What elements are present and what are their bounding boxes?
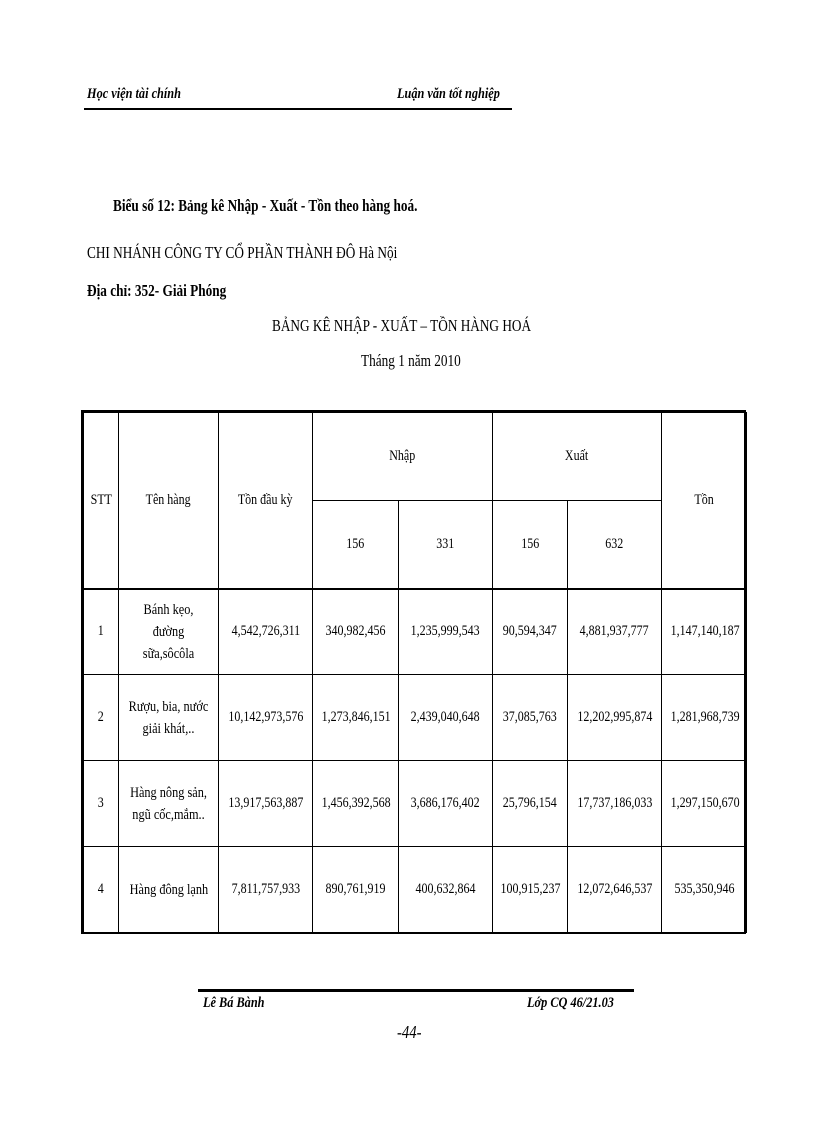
cell-name: Hàng đông lạnh bbox=[119, 847, 219, 933]
header-export-632: 632 bbox=[568, 501, 662, 589]
cell-closing: 1,297,150,670 bbox=[662, 761, 747, 847]
document-title: BẢNG KÊ NHẬP - XUẤT – TỒN HÀNG HOÁ bbox=[272, 316, 532, 335]
cell-opening: 4,542,726,311 bbox=[219, 589, 313, 675]
header-export-156: 156 bbox=[493, 501, 568, 589]
table-row bbox=[84, 675, 747, 761]
cell-import-331: 3,686,176,402 bbox=[399, 761, 493, 847]
cell-name: Rượu, bia, nước giải khát,.. bbox=[119, 675, 219, 761]
page-number: -44- bbox=[397, 1022, 422, 1042]
cell-opening: 7,811,757,933 bbox=[219, 847, 313, 933]
header-thesis-label: Luận văn tốt nghiệp bbox=[397, 86, 500, 102]
cell-stt: 2 bbox=[84, 675, 119, 761]
table-row bbox=[84, 761, 747, 847]
cell-stt: 3 bbox=[84, 761, 119, 847]
table-row bbox=[84, 847, 747, 933]
cell-export-156: 25,796,154 bbox=[493, 761, 568, 847]
cell-export-156: 100,915,237 bbox=[493, 847, 568, 933]
table-caption: Biểu số 12: Bảng kê Nhập - Xuất - Tồn theo hàng hoá. bbox=[113, 196, 418, 215]
footer-author: Lê Bá Bành bbox=[203, 995, 265, 1011]
header-closing: Tồn bbox=[662, 413, 747, 589]
cell-export-156: 90,594,347 bbox=[493, 589, 568, 675]
cell-opening: 10,142,973,576 bbox=[219, 675, 313, 761]
header-opening: Tồn đầu kỳ bbox=[219, 413, 313, 589]
inventory-table bbox=[81, 410, 746, 934]
header-name: Tên hàng bbox=[119, 413, 219, 589]
cell-export-156: 37,085,763 bbox=[493, 675, 568, 761]
cell-export-632: 12,202,995,874 bbox=[568, 675, 662, 761]
cell-import-156: 340,982,456 bbox=[313, 589, 399, 675]
company-address: Địa chỉ: 352- Giải Phóng bbox=[87, 281, 227, 300]
company-name: CHI NHÁNH CÔNG TY CỔ PHẦN THÀNH ĐÔ Hà Nội bbox=[87, 243, 398, 262]
cell-import-331: 1,235,999,543 bbox=[399, 589, 493, 675]
cell-import-156: 1,456,392,568 bbox=[313, 761, 399, 847]
cell-export-632: 4,881,937,777 bbox=[568, 589, 662, 675]
cell-import-331: 400,632,864 bbox=[399, 847, 493, 933]
cell-name: Bánh kẹo, đường sữa,sôcôla bbox=[119, 589, 219, 675]
header-import-156: 156 bbox=[313, 501, 399, 589]
footer-class: Lớp CQ 46/21.03 bbox=[527, 995, 614, 1011]
header-divider bbox=[84, 108, 512, 110]
header-export: Xuất bbox=[493, 413, 662, 501]
cell-name: Hàng nông sản, ngũ cốc,mắm.. bbox=[119, 761, 219, 847]
cell-import-156: 1,273,846,151 bbox=[313, 675, 399, 761]
cell-closing: 535,350,946 bbox=[662, 847, 747, 933]
cell-stt: 4 bbox=[84, 847, 119, 933]
cell-import-331: 2,439,040,648 bbox=[399, 675, 493, 761]
cell-stt: 1 bbox=[84, 589, 119, 675]
footer-divider bbox=[198, 989, 634, 992]
cell-export-632: 12,072,646,537 bbox=[568, 847, 662, 933]
header-stt: STT bbox=[84, 413, 119, 589]
header-import: Nhập bbox=[313, 413, 493, 501]
header-institution: Học viện tài chính bbox=[87, 86, 181, 102]
table-row bbox=[84, 589, 747, 675]
cell-closing: 1,281,968,739 bbox=[662, 675, 747, 761]
cell-export-632: 17,737,186,033 bbox=[568, 761, 662, 847]
cell-import-156: 890,761,919 bbox=[313, 847, 399, 933]
document-period: Tháng 1 năm 2010 bbox=[361, 351, 461, 370]
cell-opening: 13,917,563,887 bbox=[219, 761, 313, 847]
header-import-331: 331 bbox=[399, 501, 493, 589]
cell-closing: 1,147,140,187 bbox=[662, 589, 747, 675]
